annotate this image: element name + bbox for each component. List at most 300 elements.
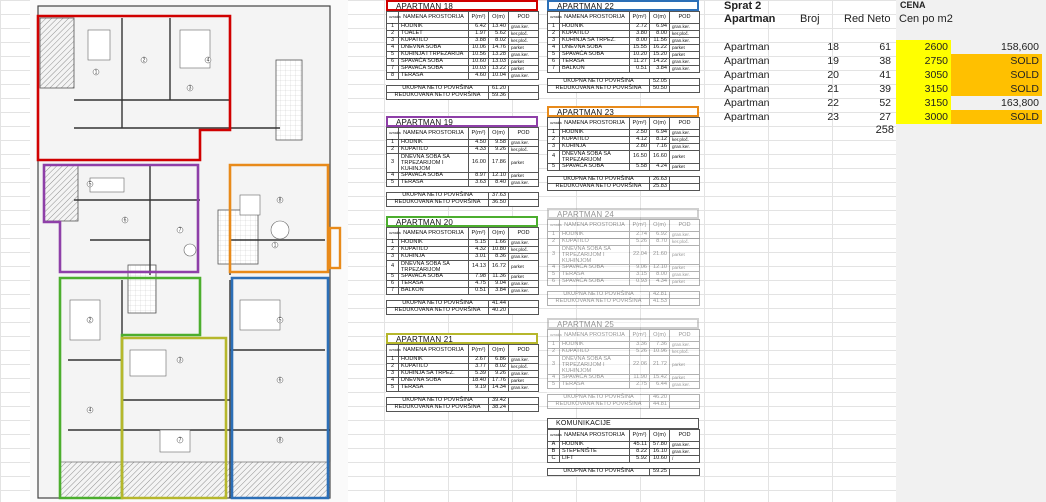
column-header: POD <box>509 228 539 240</box>
room-area: 4.50 <box>469 140 489 147</box>
net-area-label: UKUPNA NETO POVRŠINA <box>548 79 650 86</box>
col-apartman-header: Apartman <box>724 13 776 25</box>
reduced-area-label: REDUKOVANA NETO POVRŠINA <box>387 93 489 100</box>
room-floor: gran.ker. <box>670 442 700 449</box>
apartment-area: 52 <box>879 97 891 109</box>
room-table-komunikacije <box>547 418 699 476</box>
room-name: HODNIK <box>399 140 469 147</box>
table-row <box>548 349 700 356</box>
room-name: KUHINJA <box>560 144 630 151</box>
column-header: POD <box>670 118 700 130</box>
apartment-label: Apartman <box>724 97 770 109</box>
room-perimeter: 6.92 <box>650 232 670 239</box>
apartment-area: 39 <box>879 83 891 95</box>
room-name: SPAVAĆA SOBA <box>560 164 630 171</box>
price-summary <box>722 0 1046 502</box>
room-name: TERASA <box>399 281 469 288</box>
room-perimeter: 57.80 <box>650 442 670 449</box>
reduced-area-label: REDUKOVANA NETO POVRŠINA <box>387 308 489 315</box>
room-floor: parket <box>509 261 539 274</box>
room-perimeter: 16.10 <box>650 449 670 456</box>
room-number: 3 <box>387 371 399 378</box>
room-floor: gran.ker. <box>670 382 700 389</box>
room-number: 5 <box>548 272 560 279</box>
room-number: 6 <box>548 59 560 66</box>
room-name: DNEVNA SOBA <box>399 378 469 385</box>
reduced-area-value: 40.20 <box>489 308 509 315</box>
column-header: NAMENA PROSTORIJA <box>560 118 630 130</box>
room-area: 14.13 <box>469 261 489 274</box>
table-row <box>548 246 700 265</box>
column-header: oznaka <box>548 118 560 130</box>
room-name: TERASA <box>399 73 469 80</box>
room-number: 2 <box>387 31 399 38</box>
room-perimeter: 6.86 <box>489 357 509 364</box>
column-header: oznaka <box>548 220 560 232</box>
room-floor: gran.ker. <box>670 38 700 45</box>
apartment-area: 27 <box>879 111 891 123</box>
svg-text:2: 2 <box>142 57 146 64</box>
net-area-value: 52.05 <box>650 79 670 86</box>
room-number: 4 <box>548 265 560 272</box>
room-floor: parket <box>509 59 539 66</box>
room-area: 1.97 <box>469 31 489 38</box>
total-price: SOLD <box>951 110 1042 124</box>
column-header: NAMENA PROSTORIJA <box>399 12 469 24</box>
apartment-label: Apartman <box>724 41 770 53</box>
column-header: P(m²) <box>630 330 650 342</box>
column-header: POD <box>670 12 700 24</box>
room-floor: / <box>670 456 700 463</box>
reduced-area-label: REDUKOVANA NETO POVRŠINA <box>548 299 650 306</box>
column-header: POD <box>509 12 539 24</box>
svg-text:7: 7 <box>178 227 182 234</box>
reduced-area-label: REDUKOVANA NETO POVRŠINA <box>548 86 650 93</box>
summary-row <box>722 110 1046 124</box>
price-header: CENA <box>900 0 926 10</box>
room-perimeter: 16.72 <box>489 261 509 274</box>
room-number: 3 <box>548 38 560 45</box>
reduced-area-row <box>548 299 700 306</box>
room-table-apt20 <box>386 216 538 315</box>
room-name: SPAVAĆA SOBA <box>399 173 469 180</box>
column-header: NAMENA PROSTORIJA <box>399 228 469 240</box>
room-name: KUPATILO <box>560 349 630 356</box>
table-row <box>548 144 700 151</box>
room-perimeter: 1.66 <box>489 240 509 247</box>
net-area-label: UKUPNA NETO POVRŠINA <box>548 395 650 402</box>
floor-plan <box>30 0 348 502</box>
room-floor: ker.ploč. <box>509 31 539 38</box>
room-floor: parket <box>509 66 539 73</box>
room-number: 4 <box>548 45 560 52</box>
column-header: O(m) <box>489 128 509 140</box>
svg-text:8: 8 <box>278 437 282 444</box>
room-floor: parket <box>509 45 539 52</box>
room-perimeter: 8.40 <box>489 180 509 187</box>
room-table-title: APARTMAN 22 <box>547 0 699 11</box>
room-name: KUHINJA SA TRPEZ. <box>399 371 469 378</box>
room-number: 4 <box>387 378 399 385</box>
floor-label: Sprat 2 <box>724 0 762 12</box>
total-price: SOLD <box>951 68 1042 82</box>
reduced-area-value: 41.53 <box>650 299 670 306</box>
room-name: HODNIK <box>560 342 630 349</box>
room-number: 6 <box>387 281 399 288</box>
room-floor: ker.ploč. <box>670 31 700 38</box>
net-area-value: 61.20 <box>489 86 509 93</box>
room-floor: ker.ploč. <box>670 239 700 246</box>
room-perimeter: 8.02 <box>489 364 509 371</box>
room-perimeter: 17.86 <box>489 154 509 173</box>
room-perimeter: 8.36 <box>489 254 509 261</box>
price-per-m2: 2750 <box>896 54 951 68</box>
net-area-value: 41.44 <box>489 301 509 308</box>
room-number: 1 <box>387 240 399 247</box>
room-area: 10.60 <box>469 59 489 66</box>
column-header: NAMENA PROSTORIJA <box>560 220 630 232</box>
room-perimeter: 10.60 <box>650 456 670 463</box>
table-row <box>387 73 539 80</box>
room-number: 5 <box>387 385 399 392</box>
room-table-apt25 <box>547 318 699 409</box>
room-floor: gran.ker. <box>509 357 539 364</box>
room-area: 45.11 <box>630 442 650 449</box>
room-area: 16.50 <box>630 151 650 164</box>
room-perimeter: 17.76 <box>489 378 509 385</box>
room-area: 5.26 <box>630 239 650 246</box>
room-name: HODNIK <box>560 130 630 137</box>
room-floor: gran.ker. <box>509 52 539 59</box>
table-row <box>387 180 539 187</box>
room-area: 2.72 <box>630 24 650 31</box>
reduced-area-value: 44.81 <box>650 402 670 409</box>
svg-text:6: 6 <box>123 217 127 224</box>
room-area: 4.33 <box>469 147 489 154</box>
room-area: 10.56 <box>469 52 489 59</box>
room-area: 0.51 <box>469 288 489 295</box>
room-area: 18.40 <box>469 378 489 385</box>
room-area: 11.90 <box>630 375 650 382</box>
room-area: 22.06 <box>630 356 650 375</box>
svg-text:5: 5 <box>278 317 282 324</box>
room-area: 22.04 <box>630 246 650 265</box>
room-area: 3.77 <box>469 364 489 371</box>
room-floor: gran.ker. <box>670 449 700 456</box>
room-name: KUPATILO <box>399 247 469 254</box>
reduced-area-row <box>387 405 539 412</box>
room-floor: gran.ker. <box>509 371 539 378</box>
room-number: 2 <box>548 31 560 38</box>
room-name: TOALET <box>399 31 469 38</box>
summary-row <box>722 40 1046 54</box>
room-name: KUHINJA <box>399 254 469 261</box>
price-per-m2: 3050 <box>896 68 951 82</box>
room-area: 2.67 <box>469 357 489 364</box>
column-header: O(m) <box>489 12 509 24</box>
room-table-title: APARTMAN 25 <box>547 318 699 329</box>
room-number: 1 <box>548 342 560 349</box>
room-floor: parket <box>509 274 539 281</box>
room-name: KUPATILO <box>399 364 469 371</box>
room-floor: gran.ker. <box>670 144 700 151</box>
room-area: 11.27 <box>630 59 650 66</box>
table-row <box>548 356 700 375</box>
room-floor: gran.ker. <box>509 180 539 187</box>
room-number: 4 <box>387 261 399 274</box>
room-perimeter: 14.22 <box>650 59 670 66</box>
apartment-area: 41 <box>879 69 891 81</box>
price-per-m2: 3150 <box>896 82 951 96</box>
table-row <box>387 147 539 154</box>
room-floor: gran.ker. <box>670 59 700 66</box>
room-name: KUHINJA I TRPEZARIJA <box>399 52 469 59</box>
price-per-m2: 3000 <box>896 110 951 124</box>
reduced-area-row <box>548 402 700 409</box>
room-perimeter: 13.22 <box>489 66 509 73</box>
room-table-title: APARTMAN 24 <box>547 208 699 219</box>
apartment-area: 38 <box>879 55 891 67</box>
room-number: 4 <box>548 375 560 382</box>
room-number: 3 <box>387 154 399 173</box>
room-number: 2 <box>548 239 560 246</box>
floor-plan-drawing <box>30 0 348 502</box>
apartment-label: Apartman <box>724 83 770 95</box>
room-perimeter: 9.26 <box>489 147 509 154</box>
room-number: 2 <box>387 147 399 154</box>
room-perimeter: 8.70 <box>650 239 670 246</box>
room-floor: gran.ker. <box>509 385 539 392</box>
summary-row <box>722 54 1046 68</box>
room-perimeter: 4.34 <box>650 279 670 286</box>
svg-text:2: 2 <box>88 317 92 324</box>
room-floor: gran.ker. <box>670 24 700 31</box>
room-floor: parket <box>670 356 700 375</box>
table-row <box>548 382 700 389</box>
room-floor: gran.ker. <box>670 272 700 279</box>
room-area: 3.63 <box>469 180 489 187</box>
room-area: 10.20 <box>630 52 650 59</box>
total-price: SOLD <box>951 82 1042 96</box>
table-row <box>548 456 700 463</box>
room-area: 2.80 <box>630 144 650 151</box>
room-area: 3.80 <box>630 31 650 38</box>
column-header: oznaka <box>387 345 399 357</box>
room-perimeter: 16.60 <box>650 151 670 164</box>
room-number: 3 <box>548 144 560 151</box>
room-name: DNEVNA SOBA SA TRPEZARIJOM I KUHINJOM <box>399 154 469 173</box>
room-number: 1 <box>548 130 560 137</box>
area-total: 258 <box>875 124 894 136</box>
room-number: 5 <box>387 52 399 59</box>
reduced-area-row <box>548 184 700 191</box>
room-perimeter: 7.16 <box>650 144 670 151</box>
room-area: 6.42 <box>469 24 489 31</box>
room-floor: parket <box>670 151 700 164</box>
svg-text:1: 1 <box>273 242 277 249</box>
room-table-grid <box>386 127 539 207</box>
room-perimeter: 13.40 <box>489 24 509 31</box>
room-perimeter: 3.84 <box>489 288 509 295</box>
room-name: TERASA <box>560 382 630 389</box>
svg-text:3: 3 <box>188 85 192 92</box>
room-area: 3.01 <box>469 254 489 261</box>
column-header: oznaka <box>387 12 399 24</box>
column-header: oznaka <box>548 330 560 342</box>
room-number: 2 <box>548 349 560 356</box>
room-name: HODNIK <box>560 442 630 449</box>
column-header: O(m) <box>650 330 670 342</box>
room-name: DNEVNA SOBA <box>399 45 469 52</box>
table-row <box>387 288 539 295</box>
room-table-grid <box>386 11 539 100</box>
room-name: SPAVAĆA SOBA <box>399 274 469 281</box>
room-perimeter: 12.10 <box>489 173 509 180</box>
room-perimeter: 13.03 <box>489 59 509 66</box>
room-floor: gran.ker. <box>509 288 539 295</box>
room-number: B <box>548 449 560 456</box>
apartment-label: Apartman <box>724 69 770 81</box>
room-floor: ker.ploč. <box>509 247 539 254</box>
room-name: SPAVAĆA SOBA <box>560 375 630 382</box>
summary-row <box>722 82 1046 96</box>
room-name: KUPATILO <box>560 239 630 246</box>
svg-text:4: 4 <box>88 407 92 414</box>
room-table-grid <box>547 219 700 306</box>
reduced-area-label: REDUKOVANA NETO POVRŠINA <box>548 184 650 191</box>
room-name: HODNIK <box>399 357 469 364</box>
total-price: 158,600 <box>1001 41 1039 53</box>
room-floor: gran.ker. <box>670 342 700 349</box>
room-floor: parket <box>509 154 539 173</box>
reduced-area-row <box>548 86 700 93</box>
room-table-apt24 <box>547 208 699 306</box>
room-table-grid <box>547 11 700 93</box>
room-number: 1 <box>387 140 399 147</box>
room-area: 5.58 <box>630 164 650 171</box>
room-floor: parket <box>670 265 700 272</box>
column-header: P(m²) <box>630 118 650 130</box>
reduced-area-label: REDUKOVANA NETO POVRŠINA <box>387 200 489 207</box>
room-name: TERASA <box>399 180 469 187</box>
room-floor: parket <box>670 164 700 171</box>
column-header: NAMENA PROSTORIJA <box>399 128 469 140</box>
room-table-title: APARTMAN 23 <box>547 106 699 117</box>
svg-text:1: 1 <box>94 69 98 76</box>
room-area: 5.92 <box>630 456 650 463</box>
apartment-number: 20 <box>827 69 839 81</box>
room-name: KUPATILO <box>560 31 630 38</box>
room-floor: gran.ker. <box>509 73 539 80</box>
room-number: 2 <box>387 364 399 371</box>
room-area: 16.00 <box>469 154 489 173</box>
svg-text:4: 4 <box>206 57 210 64</box>
apartment-number: 22 <box>827 97 839 109</box>
reduced-area-value: 59.36 <box>489 93 509 100</box>
room-name: DNEVNA SOBA SA TRPEZARIJOM I KUHINJOM <box>560 246 630 265</box>
room-perimeter: 5.62 <box>489 31 509 38</box>
total-price: SOLD <box>951 54 1042 68</box>
room-name: KUHINJA SA TRPEZ. <box>560 38 630 45</box>
net-area-label: UKUPNA NETO POVRŠINA <box>387 86 489 93</box>
room-number: 7 <box>548 66 560 73</box>
apartment-number: 23 <box>827 111 839 123</box>
room-perimeter: 9.58 <box>489 140 509 147</box>
room-number: 6 <box>548 279 560 286</box>
room-table-title: APARTMAN 18 <box>386 0 538 11</box>
reduced-area-row <box>387 200 539 207</box>
room-area: 8.22 <box>630 449 650 456</box>
room-area: 4.60 <box>469 73 489 80</box>
room-area: 10.06 <box>469 45 489 52</box>
net-area-row <box>548 469 700 476</box>
room-table-apt22 <box>547 0 699 93</box>
svg-text:7: 7 <box>178 437 182 444</box>
reduced-area-value: 36.50 <box>489 200 509 207</box>
column-header: POD <box>670 330 700 342</box>
room-number: 5 <box>387 180 399 187</box>
room-perimeter: 11.36 <box>489 274 509 281</box>
column-header: oznaka <box>387 228 399 240</box>
room-name: LIFT <box>560 456 630 463</box>
room-name: SPAVAĆA SOBA <box>560 52 630 59</box>
room-name: BALKON <box>399 288 469 295</box>
apartment-area: 61 <box>879 41 891 53</box>
room-perimeter: 8.02 <box>489 38 509 45</box>
room-table-title: APARTMAN 21 <box>386 333 538 344</box>
column-header: NAMENA PROSTORIJA <box>399 345 469 357</box>
room-floor: gran.ker. <box>670 232 700 239</box>
column-header: POD <box>509 345 539 357</box>
reduced-area-value: 50.50 <box>650 86 670 93</box>
room-perimeter: 14.76 <box>489 45 509 52</box>
net-area-label: UKUPNA NETO POVRŠINA <box>548 469 650 476</box>
table-row <box>387 154 539 173</box>
room-perimeter: 21.60 <box>650 246 670 265</box>
total-price: 163,800 <box>1001 97 1039 109</box>
room-name: DNEVNA SOBA SA TRPEZARIJOM I KUHINJOM <box>560 356 630 375</box>
room-number: 4 <box>387 45 399 52</box>
room-floor: ker.ploč. <box>670 349 700 356</box>
column-header: oznaka <box>548 12 560 24</box>
table-row <box>548 164 700 171</box>
room-table-title: APARTMAN 19 <box>386 116 538 127</box>
column-header: POD <box>509 128 539 140</box>
svg-text:3: 3 <box>178 357 182 364</box>
room-table-grid <box>547 329 700 409</box>
room-area: 3.88 <box>469 38 489 45</box>
apartment-number: 19 <box>827 55 839 67</box>
room-name: DNEVNA SOBA SA TRPEZARIJOM <box>399 261 469 274</box>
room-area: 0.51 <box>630 66 650 73</box>
room-table-apt21 <box>386 333 538 412</box>
room-number: 3 <box>548 356 560 375</box>
room-area: 3.36 <box>630 342 650 349</box>
room-number: 1 <box>387 357 399 364</box>
room-perimeter: 8.12 <box>650 137 670 144</box>
room-number: 5 <box>548 382 560 389</box>
room-name: TERASA <box>560 272 630 279</box>
room-perimeter: 8.00 <box>650 272 670 279</box>
room-perimeter: 9.26 <box>489 371 509 378</box>
column-header: P(m²) <box>630 220 650 232</box>
room-number: 3 <box>548 246 560 265</box>
room-floor: parket <box>509 173 539 180</box>
room-number: C <box>548 456 560 463</box>
room-area: 5.26 <box>630 349 650 356</box>
room-perimeter: 10.80 <box>489 247 509 254</box>
room-floor: parket <box>670 52 700 59</box>
